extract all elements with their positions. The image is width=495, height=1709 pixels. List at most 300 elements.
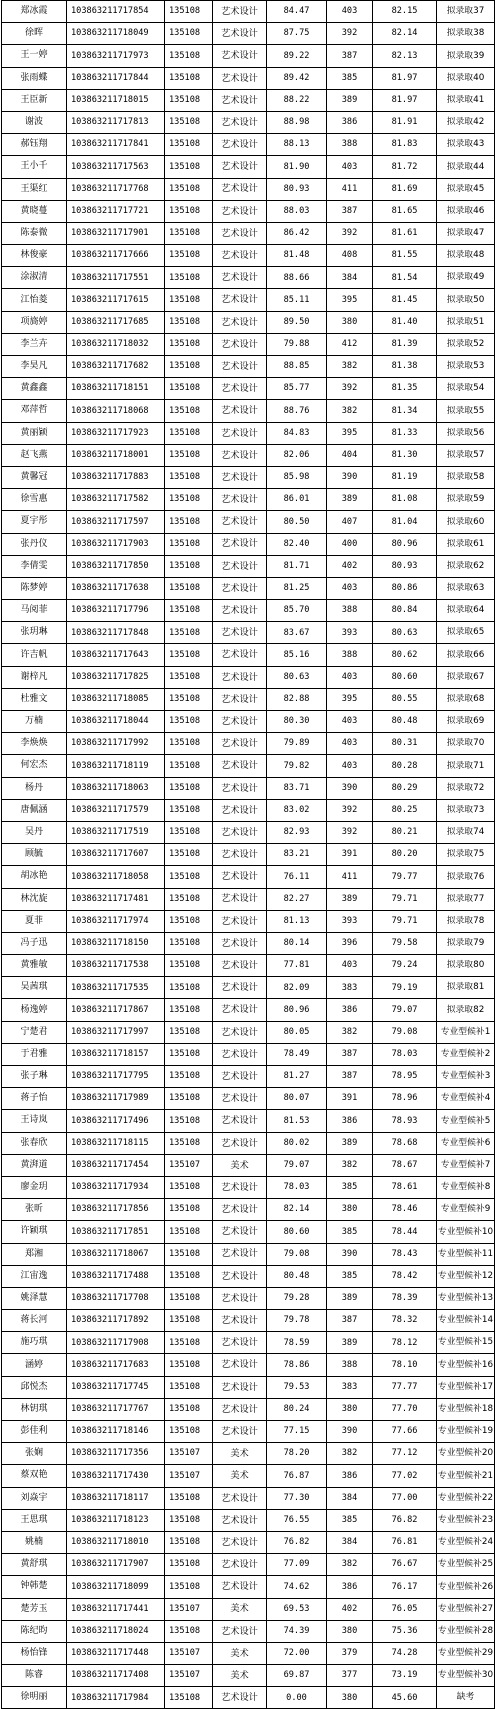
total-score: 81.97	[373, 67, 437, 89]
total-score: 81.38	[373, 356, 437, 378]
table-row	[2, 866, 495, 888]
admission-status: 拟录取74	[437, 821, 495, 843]
table-row	[2, 888, 495, 910]
table-row	[2, 844, 495, 866]
total-score: 80.25	[373, 799, 437, 821]
major-name: 艺术设计	[213, 1199, 267, 1221]
retest-score: 69.87	[267, 1665, 327, 1687]
major-name: 艺术设计	[213, 1221, 267, 1243]
admission-status: 拟录取39	[437, 45, 495, 67]
total-score: 78.32	[373, 1310, 437, 1332]
admission-status: 专业型候补6	[437, 1132, 495, 1154]
initial-score: 389	[327, 888, 373, 910]
total-score: 81.40	[373, 311, 437, 333]
candidate-name: 杨逸婷	[2, 999, 67, 1021]
major-code: 135108	[165, 600, 213, 622]
initial-score: 392	[327, 799, 373, 821]
candidate-name: 陈纪昀	[2, 1620, 67, 1642]
major-name: 艺术设计	[213, 999, 267, 1021]
table-row	[2, 533, 495, 555]
major-name: 艺术设计	[213, 1354, 267, 1376]
major-name: 艺术设计	[213, 311, 267, 333]
candidate-name: 许颖琪	[2, 1221, 67, 1243]
major-name: 艺术设计	[213, 1509, 267, 1531]
initial-score: 388	[327, 600, 373, 622]
retest-score: 79.89	[267, 733, 327, 755]
retest-score: 77.81	[267, 955, 327, 977]
total-score: 76.17	[373, 1576, 437, 1598]
table-row	[2, 1, 495, 23]
major-code: 135108	[165, 888, 213, 910]
exam-number: 103863211717535	[67, 977, 165, 999]
retest-score: 69.53	[267, 1598, 327, 1620]
major-name: 艺术设计	[213, 1376, 267, 1398]
admission-status: 拟录取38	[437, 23, 495, 45]
retest-score: 78.20	[267, 1443, 327, 1465]
table-row	[2, 733, 495, 755]
admission-status: 专业型候补16	[437, 1354, 495, 1376]
exam-number: 103863211717973	[67, 45, 165, 67]
major-code: 135108	[165, 1376, 213, 1398]
admission-status: 专业型候补25	[437, 1554, 495, 1576]
initial-score: 380	[327, 1398, 373, 1420]
retest-score: 76.11	[267, 866, 327, 888]
table-row	[2, 1531, 495, 1553]
admission-status: 拟录取57	[437, 444, 495, 466]
retest-score: 76.55	[267, 1509, 327, 1531]
initial-score: 385	[327, 1221, 373, 1243]
initial-score: 408	[327, 245, 373, 267]
admission-status: 拟录取43	[437, 134, 495, 156]
retest-score: 78.59	[267, 1332, 327, 1354]
major-name: 美术	[213, 1642, 267, 1664]
initial-score: 382	[327, 1021, 373, 1043]
table-row	[2, 400, 495, 422]
retest-score: 80.05	[267, 1021, 327, 1043]
candidate-name: 王臣新	[2, 89, 67, 111]
table-row	[2, 1265, 495, 1287]
candidate-name: 楚芳玉	[2, 1598, 67, 1620]
initial-score: 388	[327, 134, 373, 156]
major-code: 135108	[165, 444, 213, 466]
major-name: 艺术设计	[213, 245, 267, 267]
admission-status: 专业型候补14	[437, 1310, 495, 1332]
initial-score: 390	[327, 466, 373, 488]
exam-number: 103863211718115	[67, 1132, 165, 1154]
major-name: 艺术设计	[213, 1287, 267, 1309]
exam-number: 103863211717721	[67, 200, 165, 222]
admission-status: 拟录取82	[437, 999, 495, 1021]
exam-number: 103863211717563	[67, 156, 165, 178]
total-score: 81.97	[373, 89, 437, 111]
candidate-name: 杨怡锋	[2, 1642, 67, 1664]
retest-score: 82.09	[267, 977, 327, 999]
admission-status: 专业型候补10	[437, 1221, 495, 1243]
table-row	[2, 688, 495, 710]
total-score: 80.48	[373, 711, 437, 733]
exam-number: 103863211717989	[67, 1088, 165, 1110]
total-score: 77.02	[373, 1465, 437, 1487]
table-row	[2, 200, 495, 222]
initial-score: 403	[327, 733, 373, 755]
major-name: 艺术设计	[213, 178, 267, 200]
exam-number: 103863211717883	[67, 466, 165, 488]
table-row	[2, 1465, 495, 1487]
major-code: 135108	[165, 45, 213, 67]
initial-score: 404	[327, 444, 373, 466]
retest-score: 74.39	[267, 1620, 327, 1642]
admission-status: 拟录取73	[437, 799, 495, 821]
retest-score: 88.03	[267, 200, 327, 222]
total-score: 78.44	[373, 1221, 437, 1243]
table-row	[2, 378, 495, 400]
candidate-name: 蒋长河	[2, 1310, 67, 1332]
candidate-name: 陈泰微	[2, 222, 67, 244]
candidate-name: 谢梓凡	[2, 666, 67, 688]
exam-number: 103863211718024	[67, 1620, 165, 1642]
major-code: 135108	[165, 178, 213, 200]
major-code: 135108	[165, 1398, 213, 1420]
admission-status: 拟录取59	[437, 489, 495, 511]
total-score: 78.12	[373, 1332, 437, 1354]
total-score: 81.04	[373, 511, 437, 533]
total-score: 80.20	[373, 844, 437, 866]
exam-number: 103863211717984	[67, 1687, 165, 1709]
admission-status: 拟录取65	[437, 622, 495, 644]
table-row	[2, 245, 495, 267]
candidate-name: 王诗岚	[2, 1110, 67, 1132]
initial-score: 387	[327, 1066, 373, 1088]
major-name: 艺术设计	[213, 733, 267, 755]
major-name: 艺术设计	[213, 134, 267, 156]
total-score: 81.69	[373, 178, 437, 200]
retest-score: 81.13	[267, 910, 327, 932]
exam-number: 103863211717825	[67, 666, 165, 688]
major-code: 135108	[165, 311, 213, 333]
major-code: 135108	[165, 711, 213, 733]
major-code: 135108	[165, 267, 213, 289]
total-score: 79.71	[373, 910, 437, 932]
exam-number: 103863211717851	[67, 1221, 165, 1243]
table-row	[2, 1421, 495, 1443]
table-row	[2, 1398, 495, 1420]
major-name: 艺术设计	[213, 45, 267, 67]
candidate-name: 钟韩楚	[2, 1576, 67, 1598]
major-code: 135108	[165, 755, 213, 777]
admission-status: 专业型候补1	[437, 1021, 495, 1043]
table-row	[2, 511, 495, 533]
major-code: 135108	[165, 1265, 213, 1287]
admission-status: 拟录取54	[437, 378, 495, 400]
admission-status: 拟录取45	[437, 178, 495, 200]
major-code: 135108	[165, 1576, 213, 1598]
retest-score: 82.88	[267, 688, 327, 710]
admission-status: 专业型候补18	[437, 1398, 495, 1420]
exam-number: 103863211717538	[67, 955, 165, 977]
initial-score: 385	[327, 1265, 373, 1287]
candidate-name: 李兰卉	[2, 333, 67, 355]
candidate-name: 郝钰翔	[2, 134, 67, 156]
table-row	[2, 111, 495, 133]
retest-score: 82.40	[267, 533, 327, 555]
major-name: 艺术设计	[213, 1487, 267, 1509]
total-score: 81.65	[373, 200, 437, 222]
major-name: 艺术设计	[213, 156, 267, 178]
exam-number: 103863211718049	[67, 23, 165, 45]
major-code: 135108	[165, 511, 213, 533]
admission-status: 拟录取78	[437, 910, 495, 932]
table-row	[2, 67, 495, 89]
initial-score: 379	[327, 1642, 373, 1664]
exam-number: 103863211717992	[67, 733, 165, 755]
major-name: 艺术设计	[213, 1176, 267, 1198]
exam-number: 103863211717579	[67, 799, 165, 821]
total-score: 78.43	[373, 1243, 437, 1265]
major-name: 艺术设计	[213, 1243, 267, 1265]
initial-score: 384	[327, 267, 373, 289]
exam-number: 103863211717496	[67, 1110, 165, 1132]
major-name: 艺术设计	[213, 533, 267, 555]
candidate-name: 黄晓蔓	[2, 200, 67, 222]
major-name: 艺术设计	[213, 1687, 267, 1709]
retest-score: 79.08	[267, 1243, 327, 1265]
major-code: 135108	[165, 844, 213, 866]
major-code: 135108	[165, 733, 213, 755]
major-name: 艺术设计	[213, 356, 267, 378]
table-row	[2, 999, 495, 1021]
major-code: 135108	[165, 422, 213, 444]
admission-status: 拟录取81	[437, 977, 495, 999]
total-score: 45.60	[373, 1687, 437, 1709]
admission-status: 拟录取50	[437, 289, 495, 311]
candidate-name: 许吉帆	[2, 644, 67, 666]
candidate-name: 林沈旋	[2, 888, 67, 910]
table-row	[2, 422, 495, 444]
initial-score: 402	[327, 1598, 373, 1620]
total-score: 81.30	[373, 444, 437, 466]
major-name: 艺术设计	[213, 489, 267, 511]
major-code: 135108	[165, 1243, 213, 1265]
initial-score: 390	[327, 777, 373, 799]
major-code: 135108	[165, 489, 213, 511]
table-row	[2, 45, 495, 67]
total-score: 80.55	[373, 688, 437, 710]
retest-score: 83.02	[267, 799, 327, 821]
retest-score: 81.48	[267, 245, 327, 267]
candidate-name: 廖金玥	[2, 1176, 67, 1198]
total-score: 79.58	[373, 932, 437, 954]
retest-score: 87.75	[267, 23, 327, 45]
total-score: 79.08	[373, 1021, 437, 1043]
major-code: 135108	[165, 932, 213, 954]
retest-score: 81.53	[267, 1110, 327, 1132]
total-score: 76.67	[373, 1554, 437, 1576]
exam-number: 103863211718150	[67, 932, 165, 954]
total-score: 81.61	[373, 222, 437, 244]
initial-score: 382	[327, 400, 373, 422]
major-code: 135108	[165, 1487, 213, 1509]
candidate-name: 何宏杰	[2, 755, 67, 777]
major-code: 135107	[165, 1598, 213, 1620]
table-row	[2, 1110, 495, 1132]
retest-score: 85.11	[267, 289, 327, 311]
major-code: 135108	[165, 333, 213, 355]
exam-number: 103863211717441	[67, 1598, 165, 1620]
retest-score: 78.49	[267, 1043, 327, 1065]
candidate-name: 顾毓	[2, 844, 67, 866]
initial-score: 391	[327, 1088, 373, 1110]
table-row	[2, 644, 495, 666]
candidate-name: 唐佩涵	[2, 799, 67, 821]
major-name: 艺术设计	[213, 444, 267, 466]
table-row	[2, 932, 495, 954]
major-code: 135108	[165, 1509, 213, 1531]
admission-status: 拟录取77	[437, 888, 495, 910]
admission-status: 拟录取44	[437, 156, 495, 178]
major-name: 艺术设计	[213, 866, 267, 888]
admission-status: 拟录取62	[437, 555, 495, 577]
exam-number: 103863211717519	[67, 821, 165, 843]
initial-score: 382	[327, 1554, 373, 1576]
total-score: 74.28	[373, 1642, 437, 1664]
table-row	[2, 600, 495, 622]
table-row	[2, 134, 495, 156]
admission-status: 拟录取53	[437, 356, 495, 378]
candidate-name: 王思琪	[2, 1509, 67, 1531]
retest-score: 83.67	[267, 622, 327, 644]
exam-number: 103863211717607	[67, 844, 165, 866]
total-score: 81.34	[373, 400, 437, 422]
major-code: 135108	[165, 1066, 213, 1088]
admission-status: 专业型候补23	[437, 1509, 495, 1531]
major-code: 135108	[165, 1088, 213, 1110]
candidate-name: 林钥琪	[2, 1398, 67, 1420]
total-score: 79.71	[373, 888, 437, 910]
major-name: 艺术设计	[213, 555, 267, 577]
exam-number: 103863211717488	[67, 1265, 165, 1287]
initial-score: 411	[327, 178, 373, 200]
candidate-name: 李倩雯	[2, 555, 67, 577]
exam-number: 103863211717745	[67, 1376, 165, 1398]
retest-score: 84.47	[267, 1, 327, 23]
major-code: 135107	[165, 1154, 213, 1176]
initial-score: 386	[327, 1465, 373, 1487]
table-row	[2, 1132, 495, 1154]
total-score: 80.62	[373, 644, 437, 666]
major-code: 135108	[165, 799, 213, 821]
initial-score: 393	[327, 910, 373, 932]
total-score: 78.03	[373, 1043, 437, 1065]
retest-score: 78.03	[267, 1176, 327, 1198]
total-score: 78.93	[373, 1110, 437, 1132]
retest-score: 79.07	[267, 1154, 327, 1176]
major-code: 135108	[165, 1354, 213, 1376]
initial-score: 411	[327, 866, 373, 888]
initial-score: 395	[327, 688, 373, 710]
initial-score: 403	[327, 577, 373, 599]
initial-score: 407	[327, 511, 373, 533]
retest-score: 82.14	[267, 1199, 327, 1221]
initial-score: 403	[327, 1, 373, 23]
admission-list-table	[1, 0, 495, 1709]
table-row	[2, 1487, 495, 1509]
candidate-name: 吴茜琪	[2, 977, 67, 999]
major-code: 135108	[165, 23, 213, 45]
major-name: 艺术设计	[213, 1332, 267, 1354]
exam-number: 103863211717408	[67, 1665, 165, 1687]
initial-score: 403	[327, 755, 373, 777]
candidate-name: 姚泽慧	[2, 1287, 67, 1309]
table-row	[2, 1154, 495, 1176]
retest-score: 89.50	[267, 311, 327, 333]
major-name: 艺术设计	[213, 1132, 267, 1154]
total-score: 81.91	[373, 111, 437, 133]
major-name: 艺术设计	[213, 378, 267, 400]
admission-status: 专业型候补24	[437, 1531, 495, 1553]
admission-status: 拟录取75	[437, 844, 495, 866]
exam-number: 103863211717841	[67, 134, 165, 156]
table-row	[2, 821, 495, 843]
admission-status: 拟录取49	[437, 267, 495, 289]
candidate-name: 邓萍哲	[2, 400, 67, 422]
candidate-name: 林俊豪	[2, 245, 67, 267]
retest-score: 74.62	[267, 1576, 327, 1598]
initial-score: 382	[327, 356, 373, 378]
admission-status: 专业型候补7	[437, 1154, 495, 1176]
table-row	[2, 444, 495, 466]
exam-number: 103863211718157	[67, 1043, 165, 1065]
admission-status: 专业型候补9	[437, 1199, 495, 1221]
total-score: 82.14	[373, 23, 437, 45]
exam-number: 103863211717615	[67, 289, 165, 311]
table-row	[2, 555, 495, 577]
retest-score: 79.82	[267, 755, 327, 777]
major-name: 艺术设计	[213, 600, 267, 622]
total-score: 77.77	[373, 1376, 437, 1398]
exam-number: 103863211717582	[67, 489, 165, 511]
total-score: 80.60	[373, 666, 437, 688]
retest-score: 83.71	[267, 777, 327, 799]
total-score: 81.72	[373, 156, 437, 178]
candidate-name: 夏宇彤	[2, 511, 67, 533]
major-code: 135108	[165, 111, 213, 133]
initial-score: 395	[327, 422, 373, 444]
initial-score: 412	[327, 333, 373, 355]
initial-score: 395	[327, 289, 373, 311]
candidate-name: 王渠红	[2, 178, 67, 200]
major-name: 艺术设计	[213, 1110, 267, 1132]
total-score: 80.96	[373, 533, 437, 555]
total-score: 80.28	[373, 755, 437, 777]
major-name: 美术	[213, 1665, 267, 1687]
major-name: 艺术设计	[213, 977, 267, 999]
table-row	[2, 777, 495, 799]
admission-status: 拟录取41	[437, 89, 495, 111]
initial-score: 382	[327, 1443, 373, 1465]
admission-status: 拟录取40	[437, 67, 495, 89]
table-row	[2, 1598, 495, 1620]
admission-status: 专业型候补8	[437, 1176, 495, 1198]
major-name: 艺术设计	[213, 422, 267, 444]
major-code: 135108	[165, 955, 213, 977]
candidate-name: 江怡菱	[2, 289, 67, 311]
admission-status: 拟录取63	[437, 577, 495, 599]
initial-score: 403	[327, 711, 373, 733]
candidate-name: 张玥琳	[2, 622, 67, 644]
admission-status: 拟录取47	[437, 222, 495, 244]
retest-score: 79.78	[267, 1310, 327, 1332]
candidate-name: 胡冰艳	[2, 866, 67, 888]
